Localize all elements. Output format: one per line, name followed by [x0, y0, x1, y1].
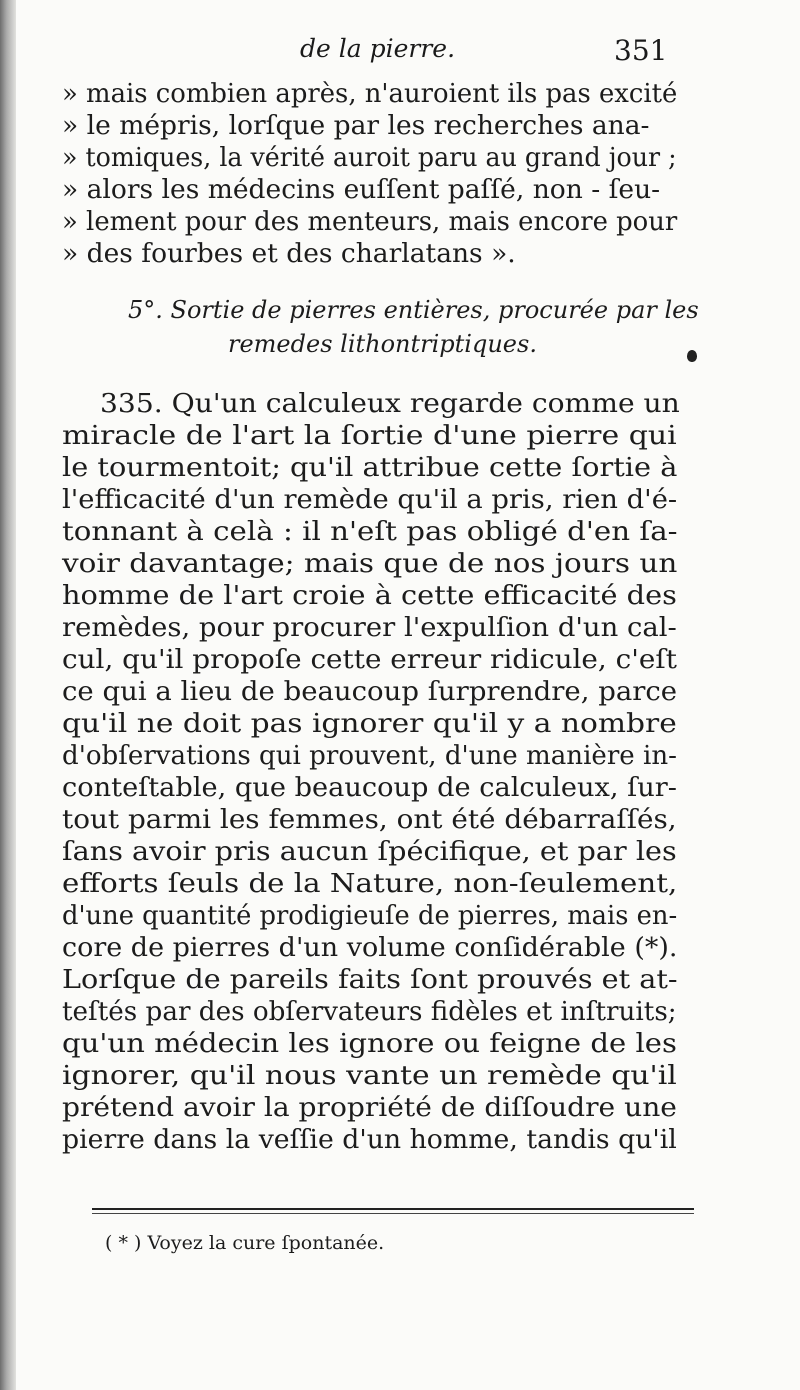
- text-line: » tomiques, la vérité auroit paru au grand jour ;: [62, 142, 677, 173]
- text-line: » le mépris, lorſque par les recherches ana-: [62, 110, 650, 141]
- paragraph-line: ce qui a lieu de beaucoup ſurprendre, parce: [62, 676, 678, 707]
- paragraph-line: cul, qu'il propoſe cette erreur ridicule, c'eſt: [62, 644, 677, 675]
- paragraph-line: teſtés par des obſervateurs fidèles et inſtruits;: [62, 996, 677, 1027]
- text-line: » alors les médecins euſſent paſſé, non - ſeu-: [62, 174, 661, 205]
- paragraph-line: remèdes, pour procurer l'expulſion d'un cal-: [62, 612, 677, 643]
- paragraph-line: tout parmi les femmes, ont été débarraſſés,: [62, 804, 677, 835]
- paragraph-line: l'efficacité d'un remède qu'il a pris, rien d'é-: [62, 484, 678, 515]
- paragraph-line: d'obſervations qui prouvent, d'une manière in-: [62, 740, 677, 771]
- paragraph-line: ignorer, qu'il nous vante un remède qu'il: [62, 1060, 677, 1091]
- footnote: ( * ) Voyez la cure ſpontanée.: [105, 1232, 385, 1254]
- running-head: de la pierre.: [300, 34, 456, 63]
- paragraph-line: homme de l'art croie à cette efficacité des: [62, 580, 677, 611]
- paragraph-line: le tourmentoit; qu'il attribue cette ſortie à: [62, 452, 678, 483]
- paragraph-line: conteſtable, que beaucoup de calculeux, ſur-: [62, 772, 677, 803]
- paragraph-line: pierre dans la veſſie d'un homme, tandis qu'il: [62, 1124, 677, 1155]
- paragraph-line: qu'il ne doit pas ignorer qu'il y a nombre: [62, 708, 677, 739]
- footnote-rule-thin: [92, 1213, 694, 1214]
- paragraph-line: qu'un médecin les ignore ou feigne de les: [62, 1028, 677, 1059]
- paragraph-line: ſans avoir pris aucun ſpécifique, et par les: [62, 836, 677, 867]
- paragraph-line: d'une quantité prodigieuſe de pierres, mais en-: [62, 900, 678, 931]
- paragraph-line: voir davantage; mais que de nos jours un: [62, 548, 678, 579]
- page-number: 351: [614, 34, 668, 67]
- section-heading: remedes lithontriptiques.: [228, 330, 537, 358]
- paragraph-line: miracle de l'art la ſortie d'une pierre qui: [62, 420, 677, 451]
- text-line: » lement pour des menteurs, mais encore pour: [62, 206, 678, 237]
- text-line: » mais combien après, n'auroient ils pas excité: [62, 78, 678, 109]
- footnote-rule: [92, 1208, 694, 1210]
- paragraph-line: prétend avoir la propriété de diſſoudre une: [62, 1092, 677, 1123]
- page-binding-edge: [0, 0, 16, 1390]
- ink-blot-mark: [687, 350, 697, 362]
- paragraph-line: efforts ſeuls de la Nature, non-ſeulement,: [62, 868, 678, 899]
- paragraph-line: tonnant à celà : il n'eſt pas obligé d'en ſa-: [62, 516, 678, 547]
- paragraph-line: Lorſque de pareils faits ſont prouvés et at-: [62, 964, 678, 995]
- text-line: » des fourbes et des charlatans ».: [62, 238, 516, 269]
- paragraph-line: core de pierres d'un volume conſidérable (*).: [62, 932, 678, 963]
- section-heading: 5°. Sortie de pierres entières, procurée par les: [128, 296, 699, 324]
- paragraph-line: 335. Qu'un calculeux regarde comme un: [100, 388, 680, 419]
